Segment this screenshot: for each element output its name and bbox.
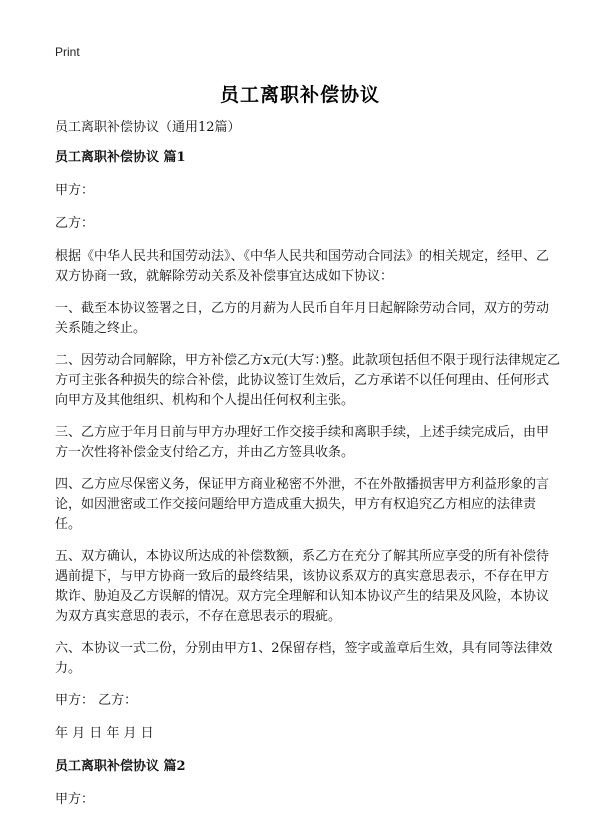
document-subtitle: 员工离职补偿协议（通用12篇）: [55, 120, 241, 135]
paragraph-clause-2: 二、因劳动合同解除，甲方补偿乙方x元(大写：)整。此款项包括但不限于现行法律规定乙方可主张各种损失的综合补偿，此协议签订生效后，乙方承诺不以任何理由、任何形式向甲方及其他组织、机构和个人提出任何权利主张。: [55, 353, 560, 408]
party-b-label: 乙方：: [55, 216, 95, 231]
section2-party-a-label: 甲方：: [55, 792, 95, 807]
paragraph-clause-6: 六、本协议一式二份，分别由甲方1、2保留存档，签字或盖章后生效，具有同等法律效力。: [55, 641, 553, 676]
party-a-label: 甲方：: [55, 183, 95, 198]
paragraph-clause-5: 五、双方确认，本协议所达成的补偿数额，系乙方在充分了解其所应享受的所有补偿待遇前提下，与甲方协商一致后的最终结果，该协议系双方的真实意思表示，不存在甲方欺诈、胁迫及乙方误解的情况。双方完全理解和认知本协议产生的结果及风险，本协议为双方真实意思的表示，不存在意思表示的瑕疵。: [55, 549, 550, 624]
signature-line: 甲方： 乙方：: [55, 693, 138, 708]
paragraph-clause-4: 四、乙方应尽保密义务，保证甲方商业秘密不外泄，不在外散播损害甲方利益形象的言论，如因泄密或工作交接问题给甲方造成重大损失，甲方有权追究乙方相应的法律责任。: [55, 477, 550, 532]
print-link[interactable]: Print: [55, 45, 80, 59]
paragraph-intro: 根据《中华人民共和国劳动法》、《中华人民共和国劳动合同法》的相关规定，经甲、乙双方协商一致，就解除劳动关系及补偿事宜达成如下协议：: [55, 249, 550, 284]
document-body: [55, 118, 560, 823]
section-heading-2: 员工离职补偿协议 篇2: [55, 759, 186, 774]
paragraph-clause-3: 三、乙方应于年月日前与甲方办理好工作交接手续和离职手续，上述手续完成后，由甲方一次性将补偿金支付给乙方，并由乙方签具收条。: [55, 425, 550, 460]
document-title: 员工离职补偿协议: [219, 84, 380, 106]
date-line: 年 月 日 年 月 日: [55, 726, 154, 741]
paragraph-clause-1: 一、截至本协议签署之日，乙方的月薪为人民币自年月日起解除劳动合同，双方的劳动关系随之终止。: [55, 301, 550, 336]
section-heading-1: 员工离职补偿协议 篇1: [55, 150, 186, 165]
